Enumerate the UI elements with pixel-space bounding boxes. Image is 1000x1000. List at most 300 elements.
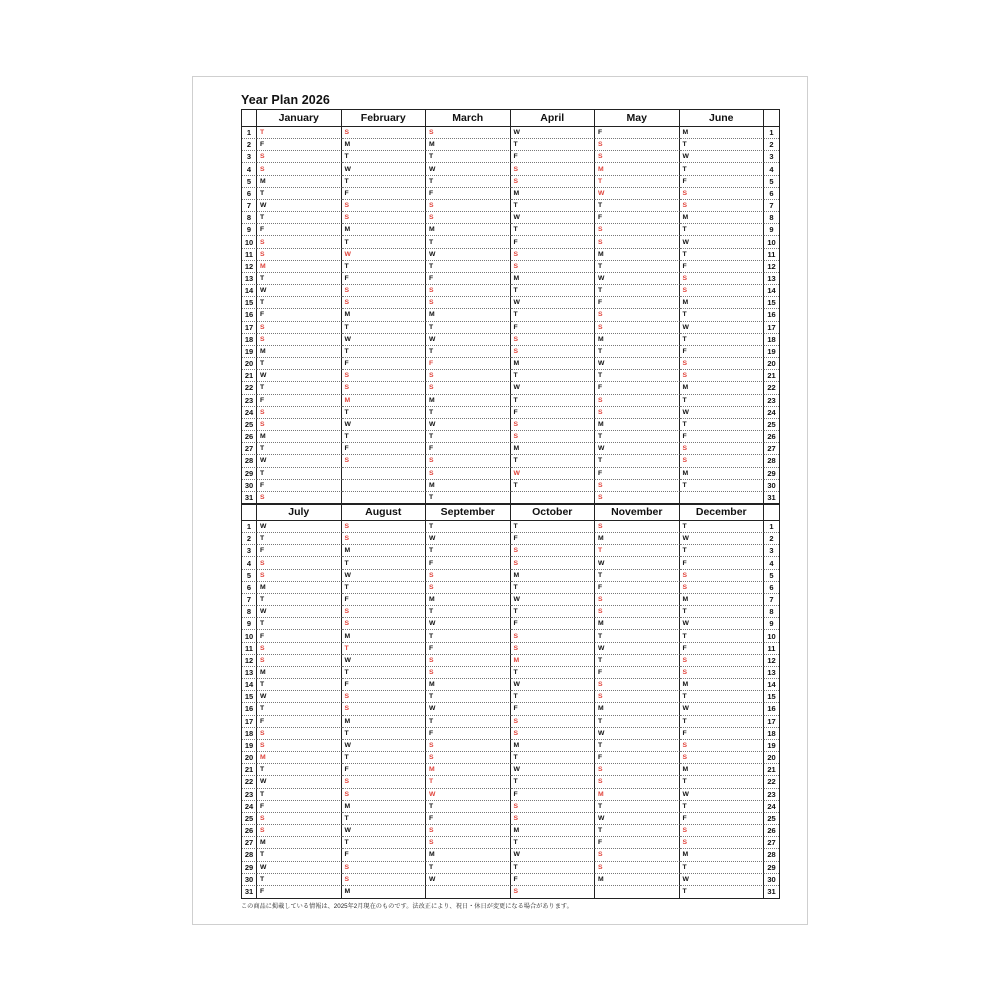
day-cell[interactable] (680, 419, 765, 431)
day-cell[interactable] (595, 679, 680, 691)
day-cell[interactable] (511, 679, 596, 691)
day-cell[interactable] (257, 151, 342, 163)
day-cell[interactable] (426, 322, 511, 334)
day-cell[interactable] (680, 849, 765, 861)
day-cell[interactable] (595, 643, 680, 655)
day-cell[interactable] (511, 407, 596, 419)
day-cell[interactable] (595, 521, 680, 533)
day-cell[interactable] (511, 188, 596, 200)
day-cell[interactable] (680, 407, 765, 419)
day-cell[interactable] (511, 261, 596, 273)
day-cell[interactable] (511, 163, 596, 175)
day-cell[interactable] (342, 825, 427, 837)
day-cell[interactable] (426, 643, 511, 655)
day-cell[interactable] (595, 151, 680, 163)
day-cell[interactable] (426, 606, 511, 618)
day-cell[interactable] (595, 764, 680, 776)
day-cell[interactable] (257, 582, 342, 594)
day-cell[interactable] (680, 455, 765, 467)
day-cell[interactable] (426, 261, 511, 273)
day-cell[interactable] (680, 297, 765, 309)
day-cell[interactable] (680, 557, 765, 569)
day-cell[interactable] (257, 849, 342, 861)
day-cell[interactable] (595, 443, 680, 455)
day-cell[interactable] (257, 521, 342, 533)
day-cell[interactable] (680, 358, 765, 370)
day-cell[interactable] (511, 801, 596, 813)
day-cell[interactable] (680, 212, 765, 224)
day-cell[interactable] (511, 521, 596, 533)
day-cell[interactable] (680, 370, 765, 382)
day-cell[interactable] (680, 630, 765, 642)
day-cell[interactable] (426, 285, 511, 297)
day-cell[interactable] (595, 273, 680, 285)
day-cell[interactable] (680, 533, 765, 545)
day-cell[interactable] (426, 163, 511, 175)
day-cell[interactable] (595, 224, 680, 236)
day-cell[interactable] (595, 285, 680, 297)
day-cell[interactable] (680, 480, 765, 492)
day-cell[interactable] (342, 862, 427, 874)
day-cell[interactable] (595, 557, 680, 569)
day-cell[interactable] (511, 151, 596, 163)
day-cell[interactable] (680, 862, 765, 874)
day-cell[interactable] (257, 273, 342, 285)
day-cell[interactable] (342, 455, 427, 467)
day-cell[interactable] (257, 752, 342, 764)
day-cell[interactable] (257, 370, 342, 382)
day-cell[interactable] (680, 309, 765, 321)
day-cell[interactable] (680, 545, 765, 557)
day-cell[interactable] (257, 188, 342, 200)
day-cell[interactable] (426, 618, 511, 630)
day-cell[interactable] (342, 176, 427, 188)
day-cell[interactable] (511, 334, 596, 346)
day-cell[interactable] (680, 224, 765, 236)
day-cell[interactable] (680, 334, 765, 346)
day-cell[interactable] (595, 570, 680, 582)
day-cell[interactable] (680, 285, 765, 297)
day-cell[interactable] (342, 346, 427, 358)
day-cell[interactable] (426, 630, 511, 642)
day-cell[interactable] (680, 801, 765, 813)
day-cell[interactable] (342, 594, 427, 606)
day-cell[interactable] (257, 801, 342, 813)
day-cell[interactable] (342, 801, 427, 813)
day-cell[interactable] (511, 200, 596, 212)
day-cell[interactable] (680, 606, 765, 618)
day-cell[interactable] (595, 322, 680, 334)
day-cell[interactable] (511, 322, 596, 334)
day-cell[interactable] (680, 618, 765, 630)
day-cell[interactable] (426, 151, 511, 163)
day-cell[interactable] (595, 346, 680, 358)
day-cell[interactable] (342, 443, 427, 455)
day-cell[interactable] (595, 382, 680, 394)
day-cell[interactable] (595, 837, 680, 849)
day-cell[interactable] (680, 728, 765, 740)
day-cell[interactable] (342, 200, 427, 212)
day-cell[interactable] (426, 358, 511, 370)
day-cell[interactable] (595, 825, 680, 837)
day-cell[interactable] (257, 176, 342, 188)
day-cell[interactable] (426, 594, 511, 606)
day-cell[interactable] (426, 443, 511, 455)
day-cell[interactable] (511, 273, 596, 285)
day-cell[interactable] (426, 691, 511, 703)
day-cell[interactable] (342, 188, 427, 200)
day-cell[interactable] (257, 691, 342, 703)
day-cell[interactable] (342, 764, 427, 776)
day-cell[interactable] (595, 212, 680, 224)
day-cell[interactable] (426, 862, 511, 874)
day-cell[interactable] (595, 716, 680, 728)
day-cell[interactable] (511, 837, 596, 849)
day-cell[interactable] (511, 455, 596, 467)
day-cell[interactable] (595, 163, 680, 175)
day-cell[interactable] (680, 752, 765, 764)
day-cell[interactable] (426, 273, 511, 285)
day-cell[interactable] (257, 813, 342, 825)
day-cell[interactable] (257, 874, 342, 886)
day-cell[interactable] (342, 813, 427, 825)
day-cell[interactable] (595, 582, 680, 594)
day-cell[interactable] (426, 297, 511, 309)
day-cell[interactable] (426, 188, 511, 200)
day-cell[interactable] (342, 740, 427, 752)
day-cell[interactable] (595, 139, 680, 151)
day-cell[interactable] (342, 849, 427, 861)
day-cell[interactable] (426, 825, 511, 837)
day-cell[interactable] (595, 309, 680, 321)
day-cell[interactable] (511, 249, 596, 261)
day-cell[interactable] (342, 703, 427, 715)
day-cell[interactable] (511, 419, 596, 431)
day-cell[interactable] (426, 716, 511, 728)
day-cell[interactable] (511, 346, 596, 358)
day-cell[interactable] (680, 151, 765, 163)
day-cell[interactable] (511, 443, 596, 455)
day-cell[interactable] (511, 309, 596, 321)
day-cell[interactable] (342, 716, 427, 728)
day-cell[interactable] (511, 776, 596, 788)
day-cell[interactable] (342, 212, 427, 224)
day-cell[interactable] (342, 570, 427, 582)
day-cell[interactable] (511, 752, 596, 764)
day-cell[interactable] (342, 606, 427, 618)
day-cell[interactable] (257, 789, 342, 801)
day-cell[interactable] (257, 740, 342, 752)
day-cell[interactable] (426, 212, 511, 224)
day-cell[interactable] (595, 431, 680, 443)
day-cell[interactable] (511, 285, 596, 297)
day-cell[interactable] (342, 630, 427, 642)
day-cell[interactable] (595, 740, 680, 752)
day-cell[interactable] (257, 837, 342, 849)
day-cell[interactable] (595, 618, 680, 630)
day-cell[interactable] (595, 728, 680, 740)
day-cell[interactable] (511, 740, 596, 752)
day-cell[interactable] (680, 740, 765, 752)
day-cell[interactable] (511, 236, 596, 248)
day-cell[interactable] (511, 533, 596, 545)
day-cell[interactable] (511, 886, 596, 898)
day-cell[interactable] (426, 849, 511, 861)
day-cell[interactable] (680, 874, 765, 886)
day-cell[interactable] (426, 874, 511, 886)
day-cell[interactable] (595, 667, 680, 679)
day-cell[interactable] (342, 358, 427, 370)
day-cell[interactable] (595, 334, 680, 346)
day-cell[interactable] (257, 163, 342, 175)
day-cell[interactable] (257, 431, 342, 443)
day-cell[interactable] (680, 443, 765, 455)
day-cell[interactable] (511, 297, 596, 309)
day-cell[interactable] (511, 655, 596, 667)
day-cell[interactable] (426, 813, 511, 825)
day-cell[interactable] (342, 224, 427, 236)
day-cell[interactable] (426, 789, 511, 801)
day-cell[interactable] (595, 813, 680, 825)
day-cell[interactable] (511, 468, 596, 480)
day-cell[interactable] (426, 455, 511, 467)
day-cell[interactable] (680, 346, 765, 358)
day-cell[interactable] (680, 261, 765, 273)
day-cell[interactable] (511, 582, 596, 594)
day-cell[interactable] (595, 236, 680, 248)
day-cell[interactable] (257, 139, 342, 151)
day-cell[interactable] (257, 545, 342, 557)
day-cell[interactable] (257, 886, 342, 898)
day-cell[interactable] (257, 679, 342, 691)
day-cell[interactable] (680, 382, 765, 394)
day-cell[interactable] (595, 752, 680, 764)
day-cell[interactable] (595, 606, 680, 618)
day-cell[interactable] (426, 468, 511, 480)
day-cell[interactable] (680, 322, 765, 334)
day-cell[interactable] (511, 825, 596, 837)
day-cell[interactable] (511, 176, 596, 188)
day-cell[interactable] (426, 309, 511, 321)
day-cell[interactable] (342, 837, 427, 849)
day-cell[interactable] (595, 849, 680, 861)
day-cell[interactable] (342, 582, 427, 594)
day-cell[interactable] (680, 431, 765, 443)
day-cell[interactable] (511, 545, 596, 557)
day-cell[interactable] (511, 358, 596, 370)
day-cell[interactable] (426, 176, 511, 188)
day-cell[interactable] (426, 224, 511, 236)
day-cell[interactable] (257, 407, 342, 419)
day-cell[interactable] (257, 764, 342, 776)
day-cell[interactable] (595, 407, 680, 419)
day-cell[interactable] (595, 703, 680, 715)
day-cell[interactable] (426, 533, 511, 545)
day-cell[interactable] (257, 455, 342, 467)
day-cell[interactable] (342, 127, 427, 139)
day-cell[interactable] (595, 801, 680, 813)
day-cell[interactable] (426, 655, 511, 667)
day-cell[interactable] (257, 309, 342, 321)
day-cell[interactable] (257, 557, 342, 569)
day-cell[interactable] (680, 249, 765, 261)
day-cell[interactable] (257, 480, 342, 492)
day-cell[interactable] (342, 285, 427, 297)
day-cell[interactable] (511, 431, 596, 443)
day-cell[interactable] (342, 236, 427, 248)
day-cell[interactable] (680, 139, 765, 151)
day-cell[interactable] (426, 570, 511, 582)
day-cell[interactable] (680, 273, 765, 285)
day-cell[interactable] (257, 825, 342, 837)
day-cell[interactable] (680, 764, 765, 776)
day-cell[interactable] (595, 261, 680, 273)
day-cell[interactable] (511, 557, 596, 569)
day-cell[interactable] (257, 334, 342, 346)
day-cell[interactable] (426, 545, 511, 557)
day-cell[interactable] (595, 655, 680, 667)
day-cell[interactable] (257, 667, 342, 679)
day-cell[interactable] (595, 176, 680, 188)
day-cell[interactable] (257, 419, 342, 431)
day-cell[interactable] (595, 200, 680, 212)
day-cell[interactable] (511, 789, 596, 801)
day-cell[interactable] (342, 643, 427, 655)
day-cell[interactable] (257, 862, 342, 874)
day-cell[interactable] (595, 545, 680, 557)
day-cell[interactable] (426, 752, 511, 764)
day-cell[interactable] (511, 764, 596, 776)
day-cell[interactable] (511, 480, 596, 492)
day-cell[interactable] (680, 789, 765, 801)
day-cell[interactable] (595, 455, 680, 467)
day-cell[interactable] (426, 667, 511, 679)
day-cell[interactable] (595, 630, 680, 642)
day-cell[interactable] (511, 127, 596, 139)
day-cell[interactable] (342, 139, 427, 151)
day-cell[interactable] (511, 212, 596, 224)
day-cell[interactable] (511, 703, 596, 715)
day-cell[interactable] (426, 740, 511, 752)
day-cell[interactable] (257, 249, 342, 261)
day-cell[interactable] (257, 212, 342, 224)
day-cell[interactable] (426, 764, 511, 776)
day-cell[interactable] (595, 370, 680, 382)
day-cell[interactable] (426, 407, 511, 419)
day-cell[interactable] (511, 630, 596, 642)
day-cell[interactable] (680, 776, 765, 788)
day-cell[interactable] (342, 655, 427, 667)
day-cell[interactable] (595, 874, 680, 886)
day-cell[interactable] (342, 521, 427, 533)
day-cell[interactable] (257, 776, 342, 788)
day-cell[interactable] (511, 606, 596, 618)
day-cell[interactable] (342, 667, 427, 679)
day-cell[interactable] (595, 419, 680, 431)
day-cell[interactable] (680, 521, 765, 533)
day-cell[interactable] (426, 127, 511, 139)
day-cell[interactable] (426, 431, 511, 443)
day-cell[interactable] (595, 789, 680, 801)
day-cell[interactable] (342, 322, 427, 334)
day-cell[interactable] (342, 776, 427, 788)
day-cell[interactable] (680, 679, 765, 691)
day-cell[interactable] (595, 480, 680, 492)
day-cell[interactable] (426, 703, 511, 715)
day-cell[interactable] (342, 874, 427, 886)
day-cell[interactable] (342, 886, 427, 898)
day-cell[interactable] (511, 667, 596, 679)
day-cell[interactable] (426, 679, 511, 691)
day-cell[interactable] (257, 630, 342, 642)
day-cell[interactable] (595, 297, 680, 309)
day-cell[interactable] (257, 655, 342, 667)
day-cell[interactable] (257, 395, 342, 407)
day-cell[interactable] (680, 667, 765, 679)
day-cell[interactable] (257, 382, 342, 394)
day-cell[interactable] (426, 370, 511, 382)
day-cell[interactable] (342, 151, 427, 163)
day-cell[interactable] (680, 837, 765, 849)
day-cell[interactable] (426, 334, 511, 346)
day-cell[interactable] (342, 163, 427, 175)
day-cell[interactable] (511, 139, 596, 151)
day-cell[interactable] (342, 545, 427, 557)
day-cell[interactable] (257, 643, 342, 655)
day-cell[interactable] (595, 533, 680, 545)
day-cell[interactable] (257, 200, 342, 212)
day-cell[interactable] (342, 382, 427, 394)
day-cell[interactable] (257, 443, 342, 455)
day-cell[interactable] (257, 570, 342, 582)
day-cell[interactable] (680, 468, 765, 480)
day-cell[interactable] (257, 703, 342, 715)
day-cell[interactable] (257, 533, 342, 545)
day-cell[interactable] (511, 691, 596, 703)
day-cell[interactable] (511, 849, 596, 861)
day-cell[interactable] (342, 618, 427, 630)
day-cell[interactable] (680, 594, 765, 606)
day-cell[interactable] (426, 382, 511, 394)
day-cell[interactable] (680, 825, 765, 837)
day-cell[interactable] (342, 752, 427, 764)
day-cell[interactable] (257, 716, 342, 728)
day-cell[interactable] (426, 480, 511, 492)
day-cell[interactable] (511, 570, 596, 582)
day-cell[interactable] (511, 874, 596, 886)
day-cell[interactable] (680, 236, 765, 248)
day-cell[interactable] (257, 236, 342, 248)
day-cell[interactable] (426, 139, 511, 151)
day-cell[interactable] (342, 557, 427, 569)
day-cell[interactable] (680, 886, 765, 898)
day-cell[interactable] (342, 309, 427, 321)
day-cell[interactable] (342, 297, 427, 309)
day-cell[interactable] (511, 716, 596, 728)
day-cell[interactable] (680, 127, 765, 139)
day-cell[interactable] (257, 606, 342, 618)
day-cell[interactable] (595, 395, 680, 407)
day-cell[interactable] (426, 801, 511, 813)
day-cell[interactable] (511, 618, 596, 630)
day-cell[interactable] (426, 728, 511, 740)
day-cell[interactable] (680, 703, 765, 715)
day-cell[interactable] (342, 261, 427, 273)
day-cell[interactable] (426, 236, 511, 248)
day-cell[interactable] (511, 370, 596, 382)
day-cell[interactable] (680, 691, 765, 703)
day-cell[interactable] (342, 533, 427, 545)
